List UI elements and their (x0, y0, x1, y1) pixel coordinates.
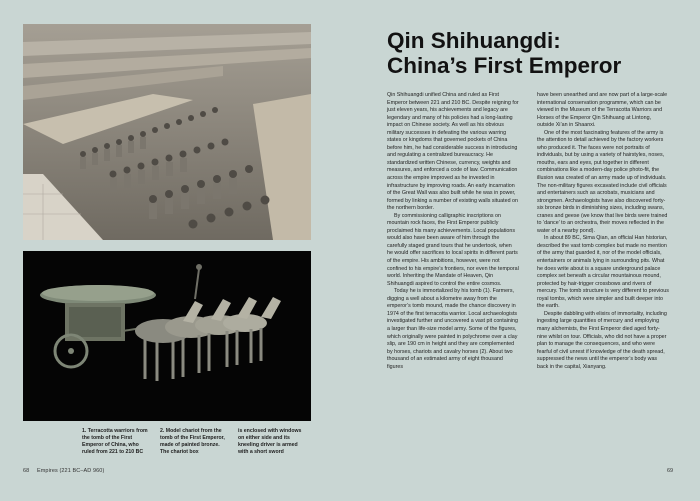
col1-paragraph-1: Qin Shihuangdi unified China and ruled as First Emperor between 221 and 210 BC. Despite reigning for just eleven years, his achievements and legacy are legendary and many of his policies had a long-lasting impact on Chinese society. As well as his obvious military successes in defeating the various warring states or kingdoms that governed pockets of China before him, he had considerable success in introducing and regulating a centralized bureaucracy. He standardized written Chinese, currency, weights and measures, and enforced a code of law. Communication across the empire improved as he invested in infrastructure by improving roads. An early incarnation of the Great Wall was also built while he was in power, formed by linking a number of existing walls situated on the northern border. (387, 92, 519, 212)
caption-2-continued: is enclosed with windows on either side and its kneeling driver is armed with a short sword (238, 428, 302, 456)
left-folio (23, 468, 104, 474)
title-line-1: Qin Shihuangdi: (387, 28, 561, 53)
col2-paragraph-4: Despite dabbling with elixirs of immortality, including ingesting large quantities of mercury and employing many alchemists, the First Emperor died aged forty-nine whilst on tour. Officials, who did not have a proper plan to manage the consequences, and who were fearful of civil unrest if knowledge of the death spread, suppressed the news until the emperor’s body was back in the capital, Xianyang. (537, 310, 667, 370)
photo-captions (82, 428, 310, 456)
right-page-number: 69 (667, 468, 674, 474)
caption-1: 1. Terracotta warriors from the tomb of the First Emperor of China, who ruled from 221 to 210 BC (82, 428, 148, 456)
title-line-2: China’s First Emperor (387, 53, 622, 78)
article-title (387, 28, 677, 78)
caption-2: 2. Model chariot from the tomb of the First Emperor, made of painted bronze. The chariot box (160, 428, 225, 456)
col2-paragraph-3: In about 89 BC, Sima Qian, an official Han historian, described the vast tomb complex but made no mention of the army that guarded it, nor of the model officials, entertainers or animals lying in surrounding pits. What he does write about is a square underground palace complex set beneath a circular mountainous mound, protected by hair-trigger crossbows and rivers of mercury. The tomb structure is very different to previous royal tombs, which were simpler and built deeper into the earth. (537, 235, 669, 310)
col1-paragraph-3: Today he is immortalized by his tomb (1). Farmers, digging a well about a kilometre away from the emperor’s tomb mound, made the chance discovery in 1974 of the first terracotta warrior. Local archaeologists investigated further and uncovered a vast pit containing a larger than life-size model army. Some of the figures, which originally were painted in polychrome over a clay slip, are 190 cm in height and they are complemented by horses, chariots and cavalry horses (2). About two thousand of an estimated army of eight thousand figures (387, 288, 519, 370)
col2-paragraph-1: have been unearthed and are now part of a large-scale international conservation programme, which can be viewed in the Museum of the Terracotta Warriors and Horses of the Emperor Qin Shihuang at Lintong, outside Xi’an in Shaanxi. (537, 92, 668, 129)
running-head: Empires (221 BC–AD 960) (36, 468, 105, 474)
bronze-chariot-photo (23, 251, 311, 421)
col1-paragraph-2: By commissioning calligraphic inscriptions on mountain rock faces, the First Emperor publicly proclaimed his many achievements. Local populations would also have been aware of him through the carefully staged grand tours that he undertook, when he would offer sacrifices to local spirits in different parts of the empire. His ambitions, however, were not confined to his empire’s frontiers, nor even the temporal world. Inheriting the Mandate of Heaven, Qin Shihuangdi aspired to control the entire cosmos. (387, 212, 519, 287)
bronze-chariot-image (23, 251, 311, 421)
terracotta-army-image (23, 24, 311, 240)
body-column-1 (387, 92, 519, 371)
body-column-2 (537, 92, 669, 371)
col2-paragraph-2: One of the most fascinating features of the army is the attention to detail achieved by the factory workers who produced it. The faces were not portraits of individuals, but by using a variety of hairstyles, noses, mouths, ears and eyes, put together in different combinations like a modern-day police photo-fit, the illusion was created of an army made up of individuals. The non-military figures excavated include civil officials and entertainers such as acrobats, musicians and strongmen. Archaeologists have also discovered forty-six bronze birds in diminishing sizes, including swans, cranes and geese (we know that live birds were trained to ‘dance’ to an orchestra, their moves reflected in the water of a nearby pond). (537, 129, 668, 234)
terracotta-army-photo (23, 24, 311, 240)
left-page-number: 68 (23, 468, 30, 474)
